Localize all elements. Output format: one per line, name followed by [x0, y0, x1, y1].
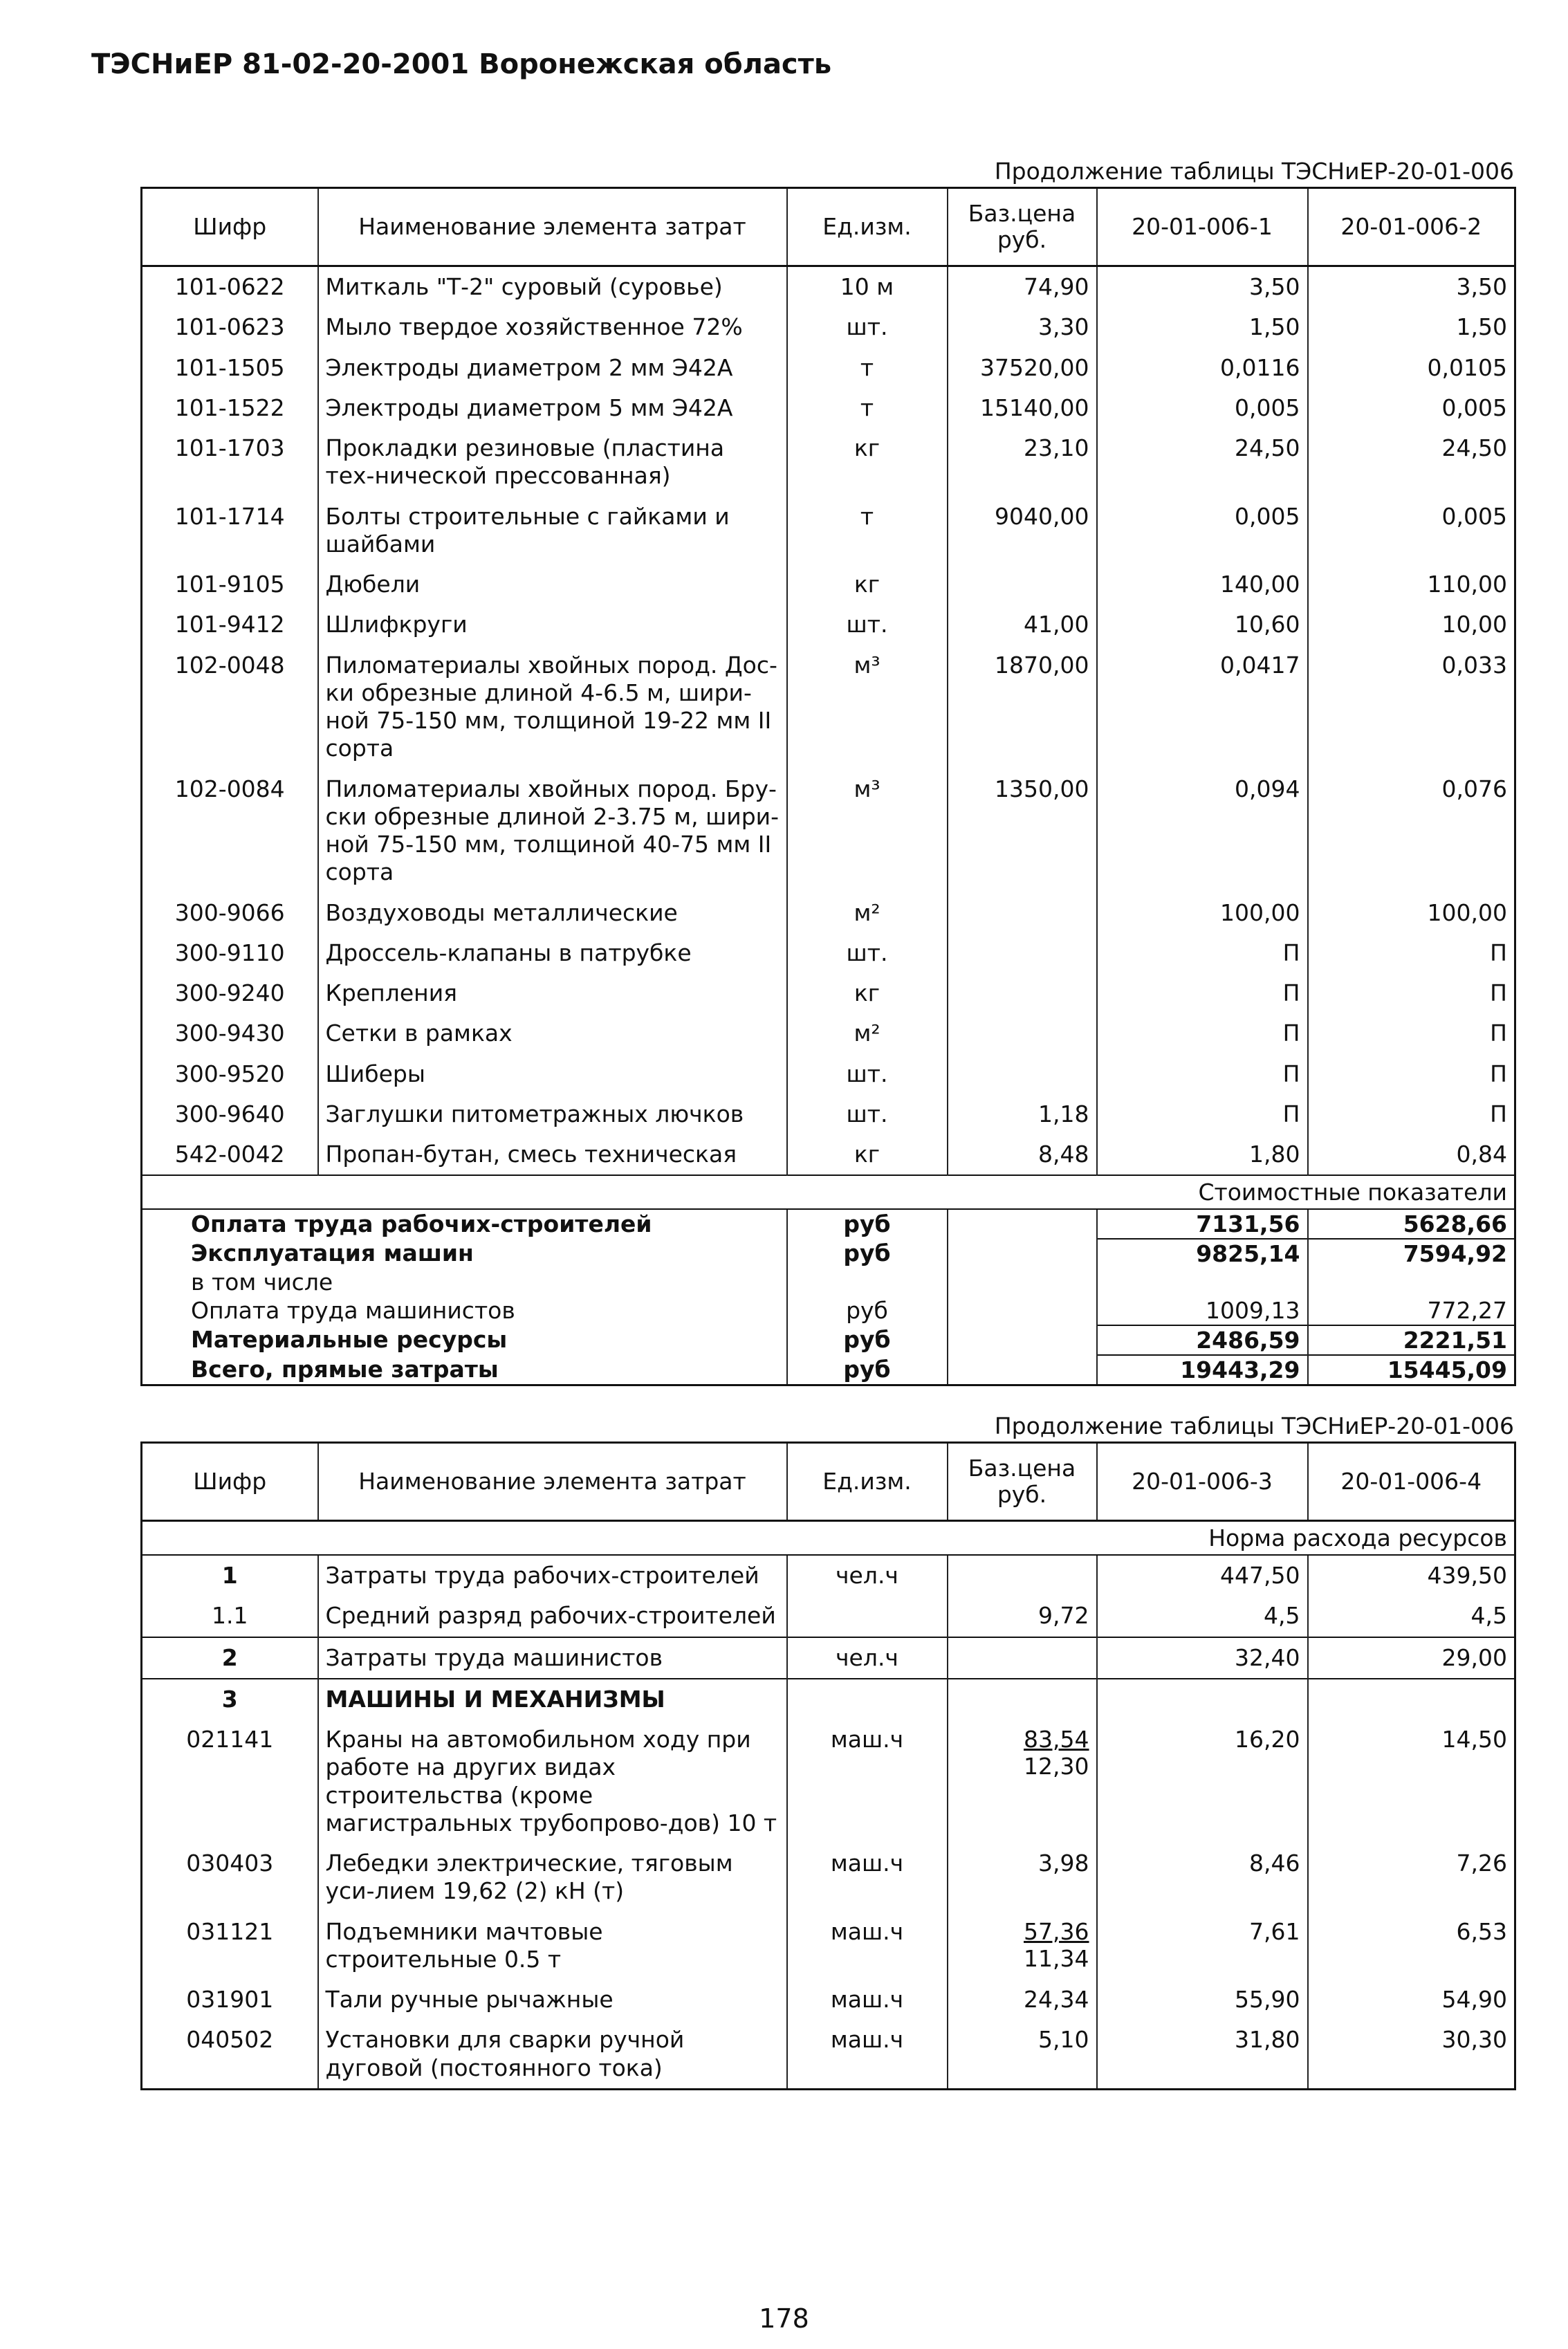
table-row	[142, 266, 1515, 308]
row-value-1: 0,0417	[1097, 645, 1308, 769]
row-price: 15140,00	[948, 388, 1097, 428]
row-value-2: П	[1308, 1094, 1515, 1134]
row-price: 8,48	[948, 1134, 1097, 1175]
row-code: 1.1	[142, 1596, 318, 1637]
summary-price-empty	[948, 1268, 1097, 1296]
table-row	[142, 428, 1515, 497]
row-value-4: 30,30	[1308, 2020, 1515, 2089]
summary-price-empty	[948, 1209, 1097, 1239]
col-header-20-01-006-3: 20-01-006-3	[1097, 1443, 1308, 1521]
row-value-1: 1,80	[1097, 1134, 1308, 1175]
row-unit: т	[787, 388, 948, 428]
summary-label: Материальные ресурсы	[142, 1325, 787, 1355]
row-name: Средний разряд рабочих-строителей	[318, 1596, 787, 1637]
row-unit: кг	[787, 973, 948, 1013]
row-name: Краны на автомобильном ходу при работе на других видах строительства (кроме магистральных трубопрово-дов) 10 т	[318, 1720, 787, 1843]
summary-value-2: 772,27	[1308, 1296, 1515, 1325]
section-label: Норма расхода ресурсов	[142, 1521, 1515, 1556]
table-row	[142, 1720, 1515, 1843]
row-code: 300-9640	[142, 1094, 318, 1134]
row-name: Тали ручные рычажные	[318, 1980, 787, 2020]
table-row	[142, 1843, 1515, 1912]
resource-table-1	[140, 187, 1516, 1386]
row-price: 74,90	[948, 266, 1097, 308]
row-unit: чел.ч	[787, 1637, 948, 1679]
row-name: Сетки в рамках	[318, 1013, 787, 1053]
row-code: 102-0084	[142, 769, 318, 893]
row-value-4: 14,50	[1308, 1720, 1515, 1843]
summary-value-2: 7594,92	[1308, 1239, 1515, 1268]
row-name: Пиломатериалы хвойных пород. Бру-ски обрезные длиной 2-3.75 м, шири-ной 75-150 мм, толщиной 40-75 мм II сорта	[318, 769, 787, 893]
row-price: 1,18	[948, 1094, 1097, 1134]
row-code: 101-9105	[142, 564, 318, 605]
row-code: 101-1522	[142, 388, 318, 428]
row-price	[948, 1013, 1097, 1053]
row-code: 040502	[142, 2020, 318, 2089]
row-unit: шт.	[787, 307, 948, 347]
col-header-price: Баз.цена руб.	[948, 1443, 1097, 1521]
table2-header-row	[142, 1443, 1515, 1521]
col-header-unit: Ед.изм.	[787, 1443, 948, 1521]
col-header-20-01-006-1: 20-01-006-1	[1097, 188, 1308, 266]
row-name: Шиберы	[318, 1054, 787, 1094]
table-row	[142, 497, 1515, 565]
row-code: 031901	[142, 1980, 318, 2020]
row-value-2: 0,0105	[1308, 348, 1515, 388]
row-code: 102-0048	[142, 645, 318, 769]
summary-price-empty	[948, 1296, 1097, 1325]
summary-label: Оплата труда машинистов	[142, 1296, 787, 1325]
table-row	[142, 1596, 1515, 1637]
row-value-4: 29,00	[1308, 1637, 1515, 1679]
col-header-20-01-006-4: 20-01-006-4	[1308, 1443, 1515, 1521]
row-code: 300-9520	[142, 1054, 318, 1094]
row-value-3: 4,5	[1097, 1596, 1308, 1637]
row-value-1: 100,00	[1097, 893, 1308, 933]
row-code: 101-1505	[142, 348, 318, 388]
row-code: 030403	[142, 1843, 318, 1912]
row-price	[948, 973, 1097, 1013]
row-price-main: 83,54	[1024, 1726, 1089, 1753]
row-value-3: 447,50	[1097, 1555, 1308, 1596]
col-header-price: Баз.цена руб.	[948, 188, 1097, 266]
row-value-2: 0,076	[1308, 769, 1515, 893]
row-value-1: П	[1097, 1054, 1308, 1094]
row-name: Установки для сварки ручной дуговой (постоянного тока)	[318, 2020, 787, 2089]
row-value-3: 16,20	[1097, 1720, 1308, 1843]
table-row	[142, 1013, 1515, 1053]
row-name: Болты строительные с гайками и шайбами	[318, 497, 787, 565]
col-header-name: Наименование элемента затрат	[318, 188, 787, 266]
section-label: Стоимостные показатели	[142, 1175, 1515, 1209]
row-code: 101-0622	[142, 266, 318, 308]
row-value-1: 10,60	[1097, 605, 1308, 645]
summary-row	[142, 1355, 1515, 1385]
row-price	[948, 933, 1097, 973]
row-name: Затраты труда рабочих-строителей	[318, 1555, 787, 1596]
summary-value-1: 9825,14	[1097, 1239, 1308, 1268]
summary-value-1: 7131,56	[1097, 1209, 1308, 1239]
summary-row	[142, 1296, 1515, 1325]
row-name: Дроссель-клапаны в патрубке	[318, 933, 787, 973]
row-value-1: 0,0116	[1097, 348, 1308, 388]
summary-row	[142, 1325, 1515, 1355]
row-price: 37520,00	[948, 348, 1097, 388]
row-name: Миткаль "Т-2" суровый (суровье)	[318, 266, 787, 308]
row-unit: кг	[787, 428, 948, 497]
row-price: 9040,00	[948, 497, 1097, 565]
row-code: 021141	[142, 1720, 318, 1843]
row-price	[948, 1596, 1097, 1637]
row-price-main: 9,72	[1038, 1602, 1089, 1630]
row-value-2: 0,84	[1308, 1134, 1515, 1175]
summary-row	[142, 1268, 1515, 1296]
row-price-main: 5,10	[1038, 2026, 1089, 2054]
row-value-2: 110,00	[1308, 564, 1515, 605]
row-code: 542-0042	[142, 1134, 318, 1175]
summary-value-1: 19443,29	[1097, 1355, 1308, 1385]
row-price	[948, 1679, 1097, 1720]
row-value-3: 32,40	[1097, 1637, 1308, 1679]
row-unit: маш.ч	[787, 2020, 948, 2089]
row-price-main: 57,36	[1024, 1917, 1089, 1945]
row-value-4: 54,90	[1308, 1980, 1515, 2020]
row-unit: м²	[787, 893, 948, 933]
row-name: Шлифкруги	[318, 605, 787, 645]
summary-unit: руб	[787, 1296, 948, 1325]
row-value-1: 24,50	[1097, 428, 1308, 497]
row-price	[948, 1054, 1097, 1094]
row-price	[948, 1720, 1097, 1843]
summary-unit: руб	[787, 1239, 948, 1268]
row-value-2: 24,50	[1308, 428, 1515, 497]
table-row	[142, 973, 1515, 1013]
row-unit: кг	[787, 1134, 948, 1175]
row-price: 23,10	[948, 428, 1097, 497]
row-value-1: П	[1097, 973, 1308, 1013]
row-value-3	[1097, 1679, 1308, 1720]
row-value-1: П	[1097, 933, 1308, 973]
row-value-4: 7,26	[1308, 1843, 1515, 1912]
table-row	[142, 307, 1515, 347]
row-name: Прокладки резиновые (пластина тех-нической прессованная)	[318, 428, 787, 497]
summary-label: Оплата труда рабочих-строителей	[142, 1209, 787, 1239]
row-name: Электроды диаметром 2 мм Э42А	[318, 348, 787, 388]
row-value-2: П	[1308, 973, 1515, 1013]
table-row	[142, 1134, 1515, 1175]
row-value-2: П	[1308, 1013, 1515, 1053]
row-unit: 10 м	[787, 266, 948, 308]
row-code: 101-0623	[142, 307, 318, 347]
row-value-3: 8,46	[1097, 1843, 1308, 1912]
row-name: МАШИНЫ И МЕХАНИЗМЫ	[318, 1679, 787, 1720]
table-row	[142, 388, 1515, 428]
row-value-2: 1,50	[1308, 307, 1515, 347]
summary-value-1	[1097, 1268, 1308, 1296]
row-code: 2	[142, 1637, 318, 1679]
summary-label: Всего, прямые затраты	[142, 1355, 787, 1385]
row-unit: кг	[787, 564, 948, 605]
col-header-unit: Ед.изм.	[787, 188, 948, 266]
row-value-2: 3,50	[1308, 266, 1515, 308]
col-header-20-01-006-2: 20-01-006-2	[1308, 188, 1515, 266]
row-value-3: 31,80	[1097, 2020, 1308, 2089]
row-code: 300-9430	[142, 1013, 318, 1053]
summary-label: Эксплуатация машин	[142, 1239, 787, 1268]
row-price-machinist: 12,30	[1024, 1753, 1089, 1780]
row-price	[948, 893, 1097, 933]
row-code: 101-1714	[142, 497, 318, 565]
row-unit: маш.ч	[787, 1720, 948, 1843]
row-price	[948, 1637, 1097, 1679]
row-name: Мыло твердое хозяйственное 72%	[318, 307, 787, 347]
row-name: Дюбели	[318, 564, 787, 605]
table-row	[142, 1555, 1515, 1596]
row-price: 41,00	[948, 605, 1097, 645]
row-unit: т	[787, 348, 948, 388]
row-value-1: П	[1097, 1013, 1308, 1053]
summary-unit: руб	[787, 1209, 948, 1239]
row-price: 3,30	[948, 307, 1097, 347]
row-unit: маш.ч	[787, 1980, 948, 2020]
resource-table-2	[140, 1441, 1516, 2090]
row-price	[948, 1980, 1097, 2020]
row-unit: маш.ч	[787, 1843, 948, 1912]
table-row	[142, 769, 1515, 893]
table1-continuation-caption: Продолжение таблицы ТЭСНиЕР-20-01-006	[994, 158, 1514, 185]
row-unit: чел.ч	[787, 1555, 948, 1596]
summary-row	[142, 1239, 1515, 1268]
row-value-2: П	[1308, 933, 1515, 973]
row-value-1: 3,50	[1097, 266, 1308, 308]
row-code: 300-9110	[142, 933, 318, 973]
row-name: Лебедки электрические, тяговым уси-лием 19,62 (2) кН (т)	[318, 1843, 787, 1912]
table-row	[142, 1094, 1515, 1134]
row-value-2: П	[1308, 1054, 1515, 1094]
summary-value-1: 2486,59	[1097, 1325, 1308, 1355]
summary-value-2	[1308, 1268, 1515, 1296]
row-code: 3	[142, 1679, 318, 1720]
row-unit: м³	[787, 645, 948, 769]
row-price: 1350,00	[948, 769, 1097, 893]
table-row	[142, 645, 1515, 769]
row-price	[948, 1555, 1097, 1596]
row-name: Затраты труда машинистов	[318, 1637, 787, 1679]
summary-value-2: 2221,51	[1308, 1325, 1515, 1355]
row-value-2: 0,005	[1308, 497, 1515, 565]
row-value-1: 0,005	[1097, 497, 1308, 565]
summary-price-empty	[948, 1325, 1097, 1355]
row-code: 1	[142, 1555, 318, 1596]
row-price-main: 3,98	[1038, 1850, 1089, 1877]
row-price	[948, 564, 1097, 605]
table2-continuation-caption: Продолжение таблицы ТЭСНиЕР-20-01-006	[994, 1412, 1514, 1439]
summary-row	[142, 1209, 1515, 1239]
table1-header-row	[142, 188, 1515, 266]
summary-price-empty	[948, 1355, 1097, 1385]
row-price-machinist: 11,34	[1024, 1944, 1089, 1972]
row-value-1: П	[1097, 1094, 1308, 1134]
row-price	[948, 1843, 1097, 1912]
row-code: 101-9412	[142, 605, 318, 645]
row-unit: м²	[787, 1013, 948, 1053]
table-row	[142, 2020, 1515, 2089]
row-name: Крепления	[318, 973, 787, 1013]
row-value-1: 1,50	[1097, 307, 1308, 347]
table-row	[142, 348, 1515, 388]
row-unit	[787, 1679, 948, 1720]
row-name: Воздуховоды металлические	[318, 893, 787, 933]
row-value-2: 0,005	[1308, 388, 1515, 428]
section-row	[142, 1175, 1515, 1209]
col-header-name: Наименование элемента затрат	[318, 1443, 787, 1521]
row-value-4: 4,5	[1308, 1596, 1515, 1637]
table-row	[142, 1679, 1515, 1720]
table-row	[142, 1054, 1515, 1094]
table-row	[142, 564, 1515, 605]
row-unit: шт.	[787, 605, 948, 645]
document-title: ТЭСНиЕР 81-02-20-2001 Воронежская область	[91, 48, 832, 80]
row-price-main: 24,34	[1024, 1986, 1089, 2013]
table-row	[142, 933, 1515, 973]
summary-value-1: 1009,13	[1097, 1296, 1308, 1325]
row-code: 101-1703	[142, 428, 318, 497]
summary-unit: руб	[787, 1355, 948, 1385]
row-unit: т	[787, 497, 948, 565]
summary-unit	[787, 1268, 948, 1296]
row-value-2: 0,033	[1308, 645, 1515, 769]
row-name: Подъемники мачтовые строительные 0.5 т	[318, 1912, 787, 1980]
row-name: Пиломатериалы хвойных пород. Дос-ки обрезные длиной 4-6.5 м, шири-ной 75-150 мм, толщиной 19-22 мм II сорта	[318, 645, 787, 769]
row-name: Электроды диаметром 5 мм Э42А	[318, 388, 787, 428]
table-row	[142, 605, 1515, 645]
row-value-3: 55,90	[1097, 1980, 1308, 2020]
table-row	[142, 893, 1515, 933]
row-price: 1870,00	[948, 645, 1097, 769]
row-unit	[787, 1596, 948, 1637]
row-unit: шт.	[787, 1094, 948, 1134]
row-unit: м³	[787, 769, 948, 893]
row-value-4: 6,53	[1308, 1912, 1515, 1980]
row-name: Заглушки питометражных лючков	[318, 1094, 787, 1134]
row-value-2: 10,00	[1308, 605, 1515, 645]
col-header-code: Шифр	[142, 1443, 318, 1521]
row-code: 300-9066	[142, 893, 318, 933]
table-row	[142, 1912, 1515, 1980]
summary-unit: руб	[787, 1325, 948, 1355]
summary-label: в том числе	[142, 1268, 787, 1296]
row-value-3: 7,61	[1097, 1912, 1308, 1980]
row-code: 031121	[142, 1912, 318, 1980]
row-unit: шт.	[787, 1054, 948, 1094]
summary-price-empty	[948, 1239, 1097, 1268]
row-price	[948, 2020, 1097, 2089]
table-row	[142, 1980, 1515, 2020]
row-value-4: 439,50	[1308, 1555, 1515, 1596]
section-row	[142, 1521, 1515, 1556]
page-number: 178	[759, 2303, 809, 2334]
summary-value-2: 15445,09	[1308, 1355, 1515, 1385]
row-code: 300-9240	[142, 973, 318, 1013]
row-value-4	[1308, 1679, 1515, 1720]
row-value-1: 0,094	[1097, 769, 1308, 893]
row-value-1: 0,005	[1097, 388, 1308, 428]
row-name: Пропан-бутан, смесь техническая	[318, 1134, 787, 1175]
row-unit: шт.	[787, 933, 948, 973]
row-unit: маш.ч	[787, 1912, 948, 1980]
table-row	[142, 1637, 1515, 1679]
summary-value-2: 5628,66	[1308, 1209, 1515, 1239]
col-header-code: Шифр	[142, 188, 318, 266]
row-value-2: 100,00	[1308, 893, 1515, 933]
row-value-1: 140,00	[1097, 564, 1308, 605]
row-price	[948, 1912, 1097, 1980]
